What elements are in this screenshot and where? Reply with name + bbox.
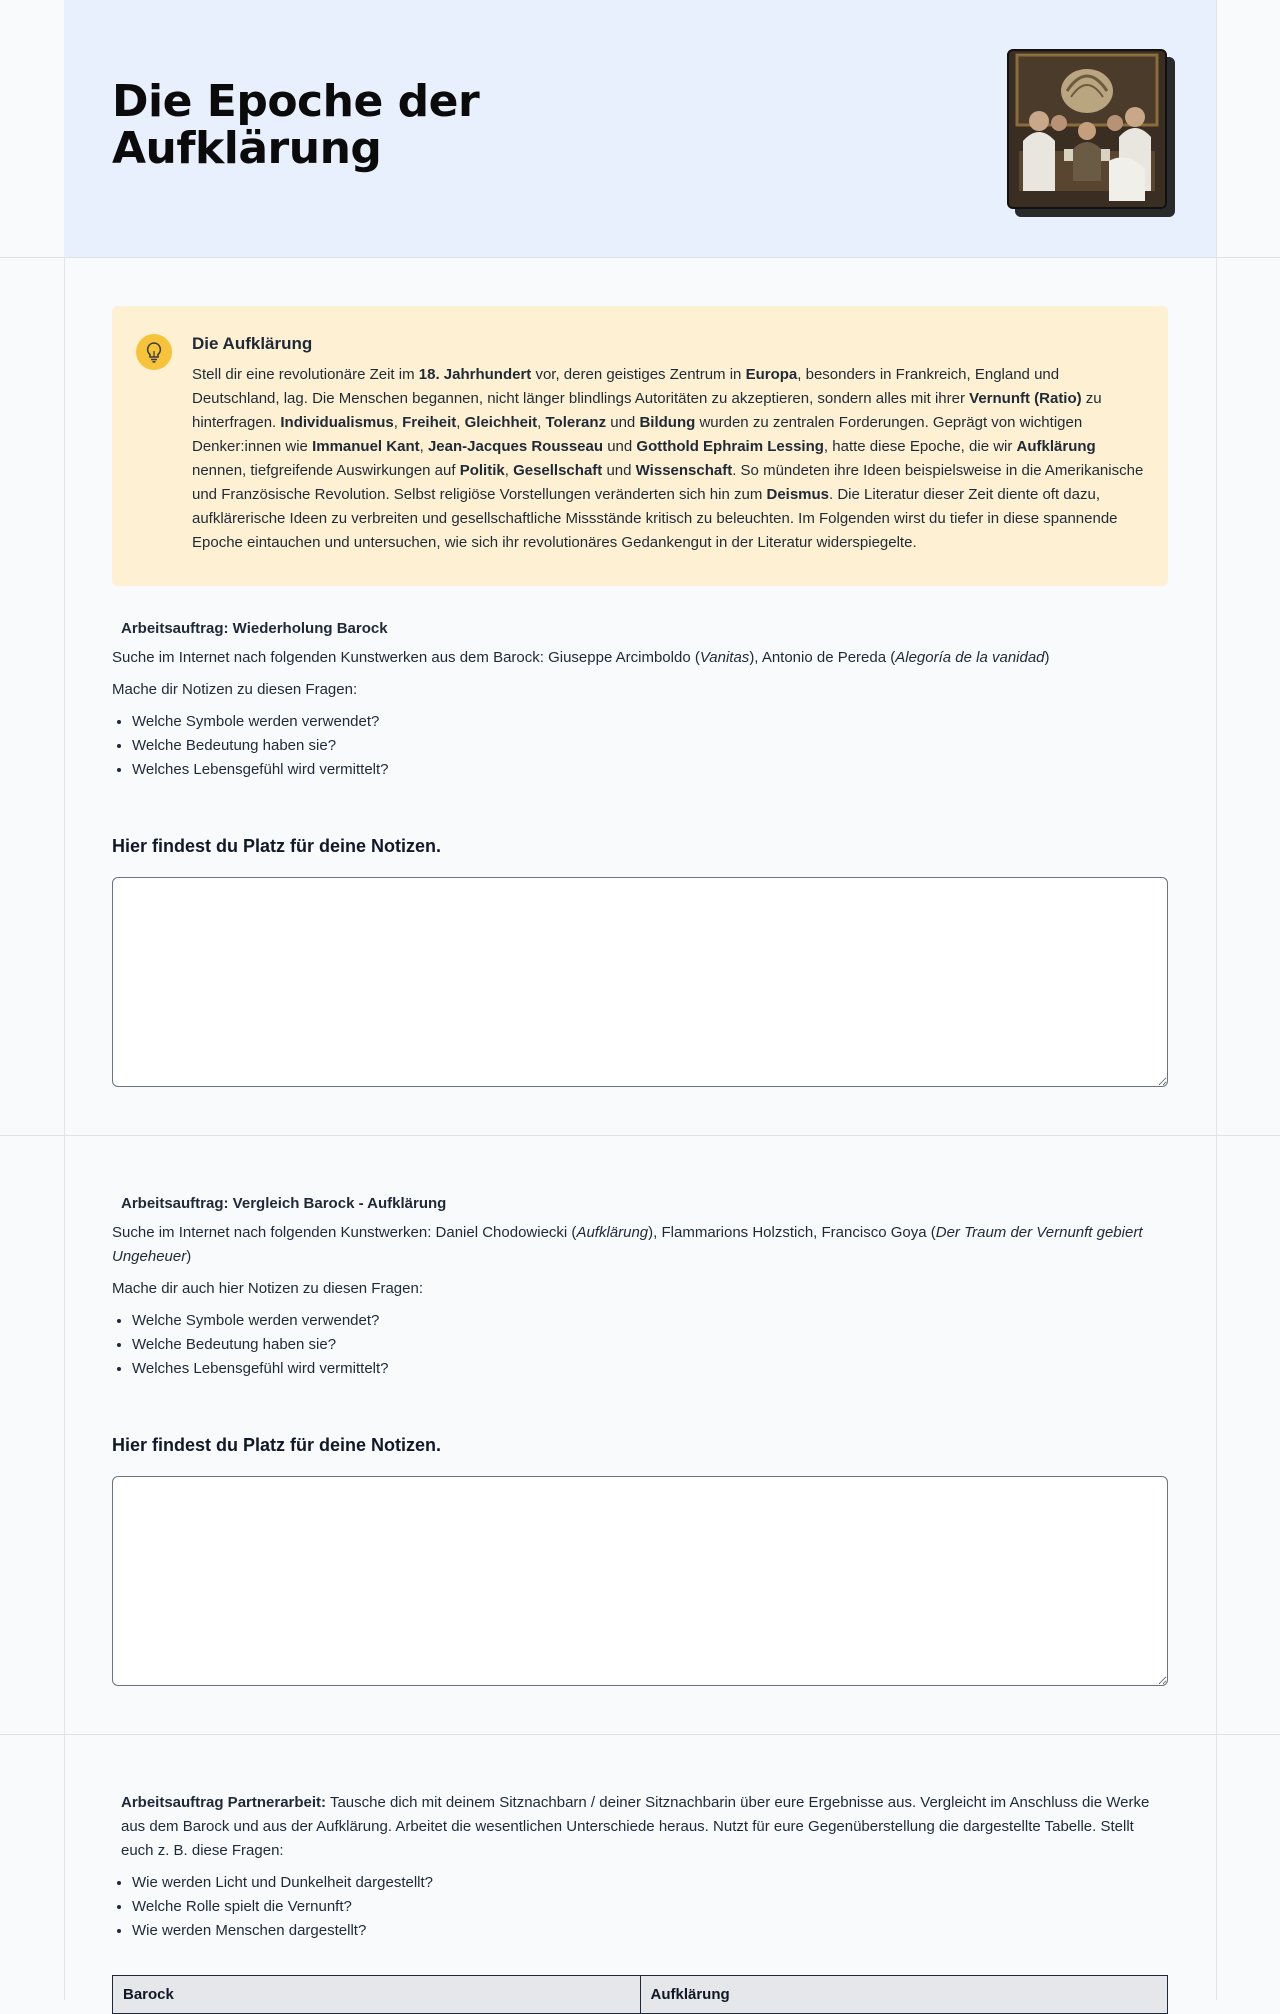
task-3-section	[112, 1791, 1168, 1943]
task-1-text-b: ), Antonio de Pereda (	[749, 649, 896, 666]
task-2-text-b: ), Flammarions Holzstich, Francisco Goya (	[648, 1224, 936, 1241]
intro-title: Die Aufklärung	[192, 334, 313, 353]
list-item: • Welches Lebensgefühl wird vermittelt?	[132, 1357, 1168, 1381]
intro-callout	[112, 306, 1168, 586]
intro-text-segment: , hatte diese Epoche, die wir	[823, 438, 1017, 455]
list-item: • Wie werden Menschen dargestellt?	[132, 1919, 1168, 1943]
intro-text-segment: . Die Literatur dieser Zeit diente oft dazu, aufklärerische Ideen zu verbreiten und gesellschaftliche Missstände kritisch zu beleuchten. Im Folgenden wirst du tiefer in diese spannende Epoche eintauchen und untersuchen, wie sich ihr revolutionäres Gedankengut in der Literatur widerspiegelte.	[192, 486, 1118, 551]
task-1-section	[112, 620, 1168, 782]
intro-keyword: Gotthold Ephraim Lessing	[636, 438, 824, 455]
intro-keyword: Toleranz	[545, 414, 607, 431]
intro-text-segment: nennen, tiefgreifende Auswirkungen auf	[192, 462, 460, 479]
task-3-question-list	[112, 1871, 1168, 1943]
section-divider-2	[0, 1734, 1280, 1735]
intro-text-segment: ,	[537, 414, 546, 431]
intro-text-segment: . So mündeten ihre Ideen beispielsweise in die Amerikanische und Französische Revolution. Selbst religiöse Vorstellungen veränderten sich hin zum	[192, 462, 1144, 503]
list-item: • Welches Lebensgefühl wird vermittelt?	[132, 758, 1168, 782]
task-3-text: Tausche dich mit deinem Sitznachbarn / deiner Sitznachbarin über eure Ergebnisse aus. Vergleicht im Anschluss die Werke aus dem Barock und aus der Aufklärung. Arbeitet die wesentlichen Unterschiede heraus. Nutzt für eure Gegenüberstellung die dargestellte Tabelle. Stellt euch z. B. diese Fragen:	[121, 1794, 1150, 1859]
intro-text-segment: ,	[504, 462, 514, 479]
artwork-title: Vanitas	[699, 649, 750, 666]
section-divider-1	[0, 1135, 1280, 1136]
list-item: • Welche Rolle spielt die Vernunft?	[132, 1895, 1168, 1919]
notes-textarea-1[interactable]	[112, 877, 1168, 1087]
header-divider	[0, 257, 1280, 258]
task-2-question-list	[112, 1309, 1168, 1381]
intro-keyword: Individualismus	[280, 414, 394, 431]
intro-text-segment: und	[602, 462, 636, 479]
lightbulb-icon	[136, 334, 172, 370]
intro-text	[192, 363, 1147, 555]
intro-keyword: Gleichheit	[464, 414, 538, 431]
task-3-title: Arbeitsauftrag Partnerarbeit:	[121, 1794, 327, 1811]
task-1-question-list	[112, 710, 1168, 782]
intro-keyword: Gesellschaft	[513, 462, 603, 479]
table-header-barock: Barock	[113, 1976, 641, 2014]
intro-keyword: Bildung	[639, 414, 696, 431]
intro-text-segment: ,	[456, 414, 465, 431]
list-item: • Welche Symbole werden verwendet?	[132, 1309, 1168, 1333]
intro-text-segment: zu hinterfragen.	[192, 390, 1102, 431]
title-line-2: Aufklärung	[112, 123, 382, 174]
notes-heading-1: Hier findest du Platz für deine Notizen.	[112, 836, 442, 856]
notes-textarea-2[interactable]	[112, 1476, 1168, 1686]
page-title	[112, 78, 479, 172]
artwork-title: Alegoría de la vanidad	[895, 649, 1045, 666]
task-3-instructions	[112, 1791, 1168, 1863]
intro-text-segment: und	[606, 414, 640, 431]
task-2-text-c: )	[186, 1248, 192, 1265]
intro-keyword: Aufklärung	[1016, 438, 1096, 455]
intro-text-segment: vor, deren geistiges Zentrum in	[531, 366, 746, 383]
artwork-title: Der Traum der Vernunft gebiert Ungeheuer	[112, 1224, 1143, 1265]
title-line-1: Die Epoche der	[112, 76, 480, 127]
intro-keyword: Vernunft (Ratio)	[969, 390, 1082, 407]
intro-text-segment: ,	[419, 438, 428, 455]
task-2-section	[112, 1195, 1168, 1381]
task-1-title: Arbeitsauftrag: Wiederholung Barock	[121, 620, 388, 637]
painting-icon	[1007, 49, 1167, 209]
task-1-prompt: Mache dir Notizen zu diesen Fragen:	[112, 681, 358, 698]
task-1-text-a: Suche im Internet nach folgenden Kunstwerken aus dem Barock: Giuseppe Arcimboldo (	[112, 649, 700, 666]
intro-keyword: Wissenschaft	[635, 462, 733, 479]
task-2-prompt: Mache dir auch hier Notizen zu diesen Fragen:	[112, 1280, 424, 1297]
intro-keyword: 18. Jahrhundert	[418, 366, 532, 383]
task-2-instructions	[112, 1221, 1168, 1269]
intro-text-segment: und	[603, 438, 637, 455]
intro-keyword: Europa	[745, 366, 798, 383]
comparison-table	[112, 1975, 1168, 2014]
list-item: • Welche Symbole werden verwendet?	[132, 710, 1168, 734]
task-1-text-c: )	[1044, 649, 1050, 666]
list-item: • Wie werden Licht und Dunkelheit dargestellt?	[132, 1871, 1168, 1895]
intro-text-segment: ,	[393, 414, 403, 431]
intro-text-segment: , besonders in Frankreich, England und Deutschland, lag. Die Menschen begannen, nicht länger blindlings Autoritäten zu akzeptieren, sondern alles mit ihrer	[192, 366, 1060, 407]
notes-heading-2: Hier findest du Platz für deine Notizen.	[112, 1435, 442, 1455]
intro-keyword: Freiheit	[402, 414, 457, 431]
intro-text-segment: Stell dir eine revolutionäre Zeit im	[192, 366, 419, 383]
intro-text-segment: wurden zu zentralen Forderungen. Geprägt von wichtigen Denker:innen wie	[192, 414, 1083, 455]
intro-keyword: Politik	[459, 462, 505, 479]
task-2-text-a: Suche im Internet nach folgenden Kunstwerken: Daniel Chodowiecki (	[112, 1224, 577, 1241]
task-1-instructions	[112, 646, 1168, 670]
table-header-row	[113, 1976, 1168, 2014]
intro-keyword: Immanuel Kant	[312, 438, 420, 455]
list-item: • Welche Bedeutung haben sie?	[132, 1333, 1168, 1357]
artwork-title: Aufklärung	[576, 1224, 649, 1241]
intro-keyword: Deismus	[766, 486, 830, 503]
table-header-aufklaerung: Aufklärung	[640, 1976, 1168, 2014]
page-header	[64, 0, 1216, 258]
list-item: • Welche Bedeutung haben sie?	[132, 734, 1168, 758]
task-2-title: Arbeitsauftrag: Vergleich Barock - Aufklärung	[121, 1195, 447, 1212]
right-guide-line	[1216, 0, 1217, 2000]
left-guide-line	[64, 0, 65, 2000]
intro-keyword: Jean-Jacques Rousseau	[427, 438, 604, 455]
